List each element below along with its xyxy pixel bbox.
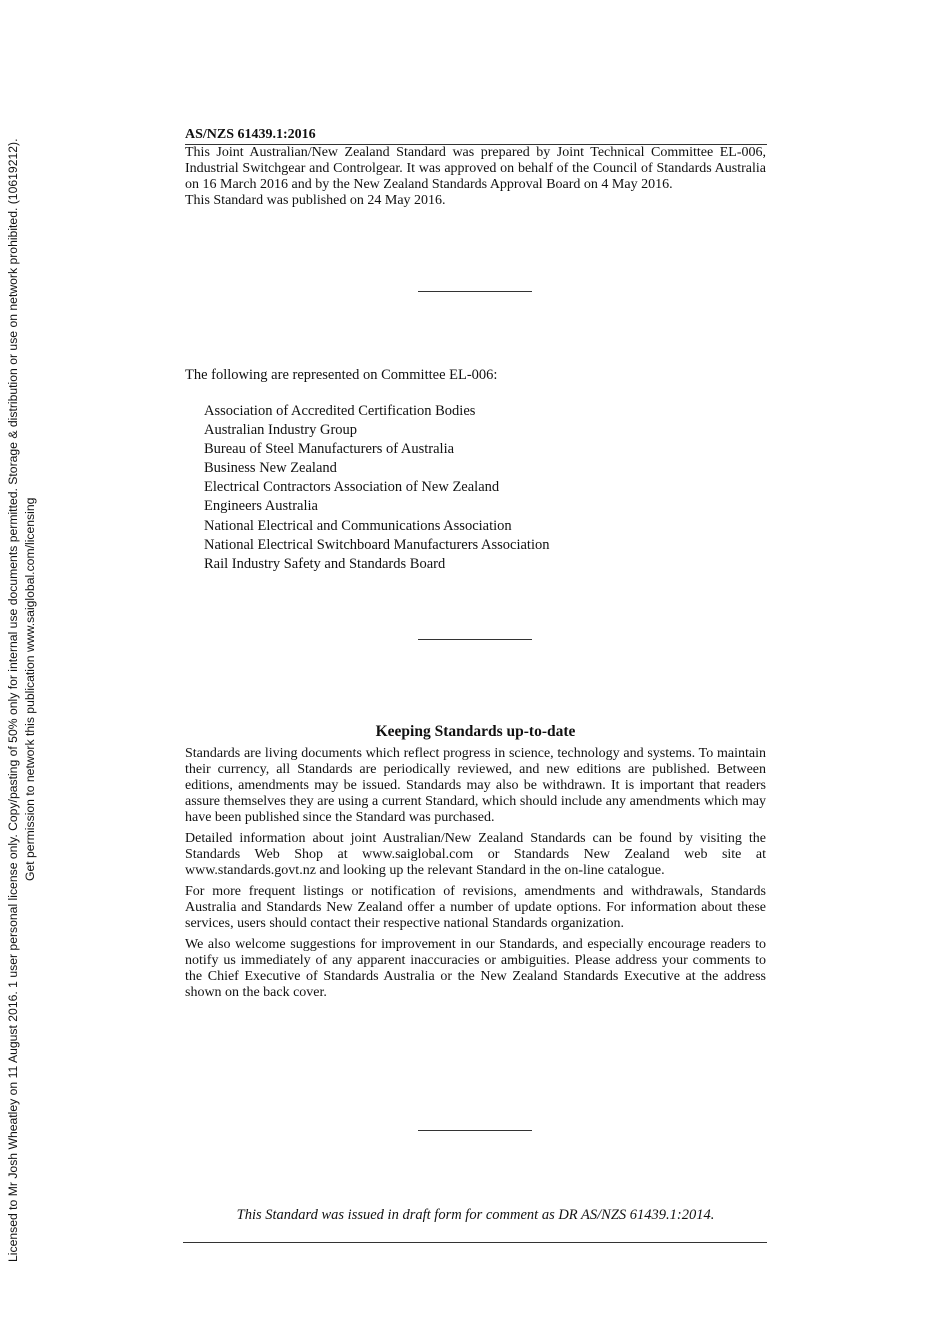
keeping-paragraph: For more frequent listings or notification of revisions, amendments and withdrawals, Standards Australia and Standards New Zealand offer a number of update options. For information about these services, users should contact their respective national Standards organization. bbox=[185, 884, 766, 931]
preparation-paragraph: This Joint Australian/New Zealand Standard was prepared by Joint Technical Committee EL-006, Industrial Switchgear and Controlgear. It was approved on behalf of the Council of Standards Australia on 16 March 2016 and by the New Zealand Standards Approval Board on 4 May 2016. bbox=[185, 145, 766, 192]
committee-member: Electrical Contractors Association of New Zealand bbox=[204, 479, 500, 496]
committee-member: Rail Industry Safety and Standards Board bbox=[204, 555, 446, 572]
committee-member-list bbox=[204, 402, 549, 574]
committee-member: Bureau of Steel Manufacturers of Australia bbox=[204, 441, 455, 458]
section-separator-1 bbox=[418, 291, 532, 292]
watermark-license-text: Licensed to Mr Josh Wheatley on 11 August 2016. 1 user personal license only. Copy/pasting of 50% only for internal use documents permitted. Storage & distribution or use on network prohibited. (10619212). bbox=[6, 138, 20, 1262]
committee-member: Association of Accredited Certification Bodies bbox=[204, 403, 476, 419]
committee-member: National Electrical and Communications Association bbox=[204, 517, 512, 534]
committee-member: Engineers Australia bbox=[204, 498, 318, 515]
footer-rule bbox=[183, 1242, 767, 1243]
committee-member: Australian Industry Group bbox=[204, 422, 358, 439]
standard-code: AS/NZS 61439.1:2016 bbox=[185, 127, 316, 142]
section-separator-2 bbox=[418, 639, 532, 640]
section-separator-3 bbox=[418, 1130, 532, 1131]
committee-lead-text: The following are represented on Committee EL-006: bbox=[185, 367, 498, 383]
keeping-paragraph: Detailed information about joint Australian/New Zealand Standards can be found by visiting the Standards Web Shop at www.saiglobal.com or Standards New Zealand web site at www.standards.govt.nz and looking up the relevant Standard in the on-line catalogue. bbox=[185, 831, 766, 878]
keeping-paragraph: Standards are living documents which reflect progress in science, technology and systems. To maintain their currency, all Standards are periodically reviewed, and new editions are published. Between editions, amendments may be issued. Standards may also be withdrawn. It is important that readers assure themselves they are using a current Standard, which should include any amendments which may have been published since the Standard was purchased. bbox=[185, 746, 766, 825]
committee-member: Business New Zealand bbox=[204, 460, 337, 477]
keeping-paragraph: We also welcome suggestions for improvement in our Standards, and especially encourage readers to notify us immediately of any apparent inaccuracies or ambiguities. Please address your comments to the Chief Executive of Standards Australia or the New Zealand Standards Executive at the address shown on the back cover. bbox=[185, 937, 766, 1000]
draft-note: This Standard was issued in draft form for comment as DR AS/NZS 61439.1:2014. bbox=[236, 1207, 715, 1223]
published-date-line: This Standard was published on 24 May 2016. bbox=[185, 193, 446, 208]
watermark-permission-text: Get permission to network this publication www.saiglobal.com/licensing bbox=[23, 497, 37, 881]
keeping-standards-heading: Keeping Standards up-to-date bbox=[375, 723, 576, 740]
intro-block bbox=[185, 145, 766, 209]
license-watermark bbox=[0, 0, 60, 1344]
committee-member: National Electrical Switchboard Manufacturers Association bbox=[204, 536, 550, 553]
keeping-standards-body bbox=[185, 746, 766, 1006]
